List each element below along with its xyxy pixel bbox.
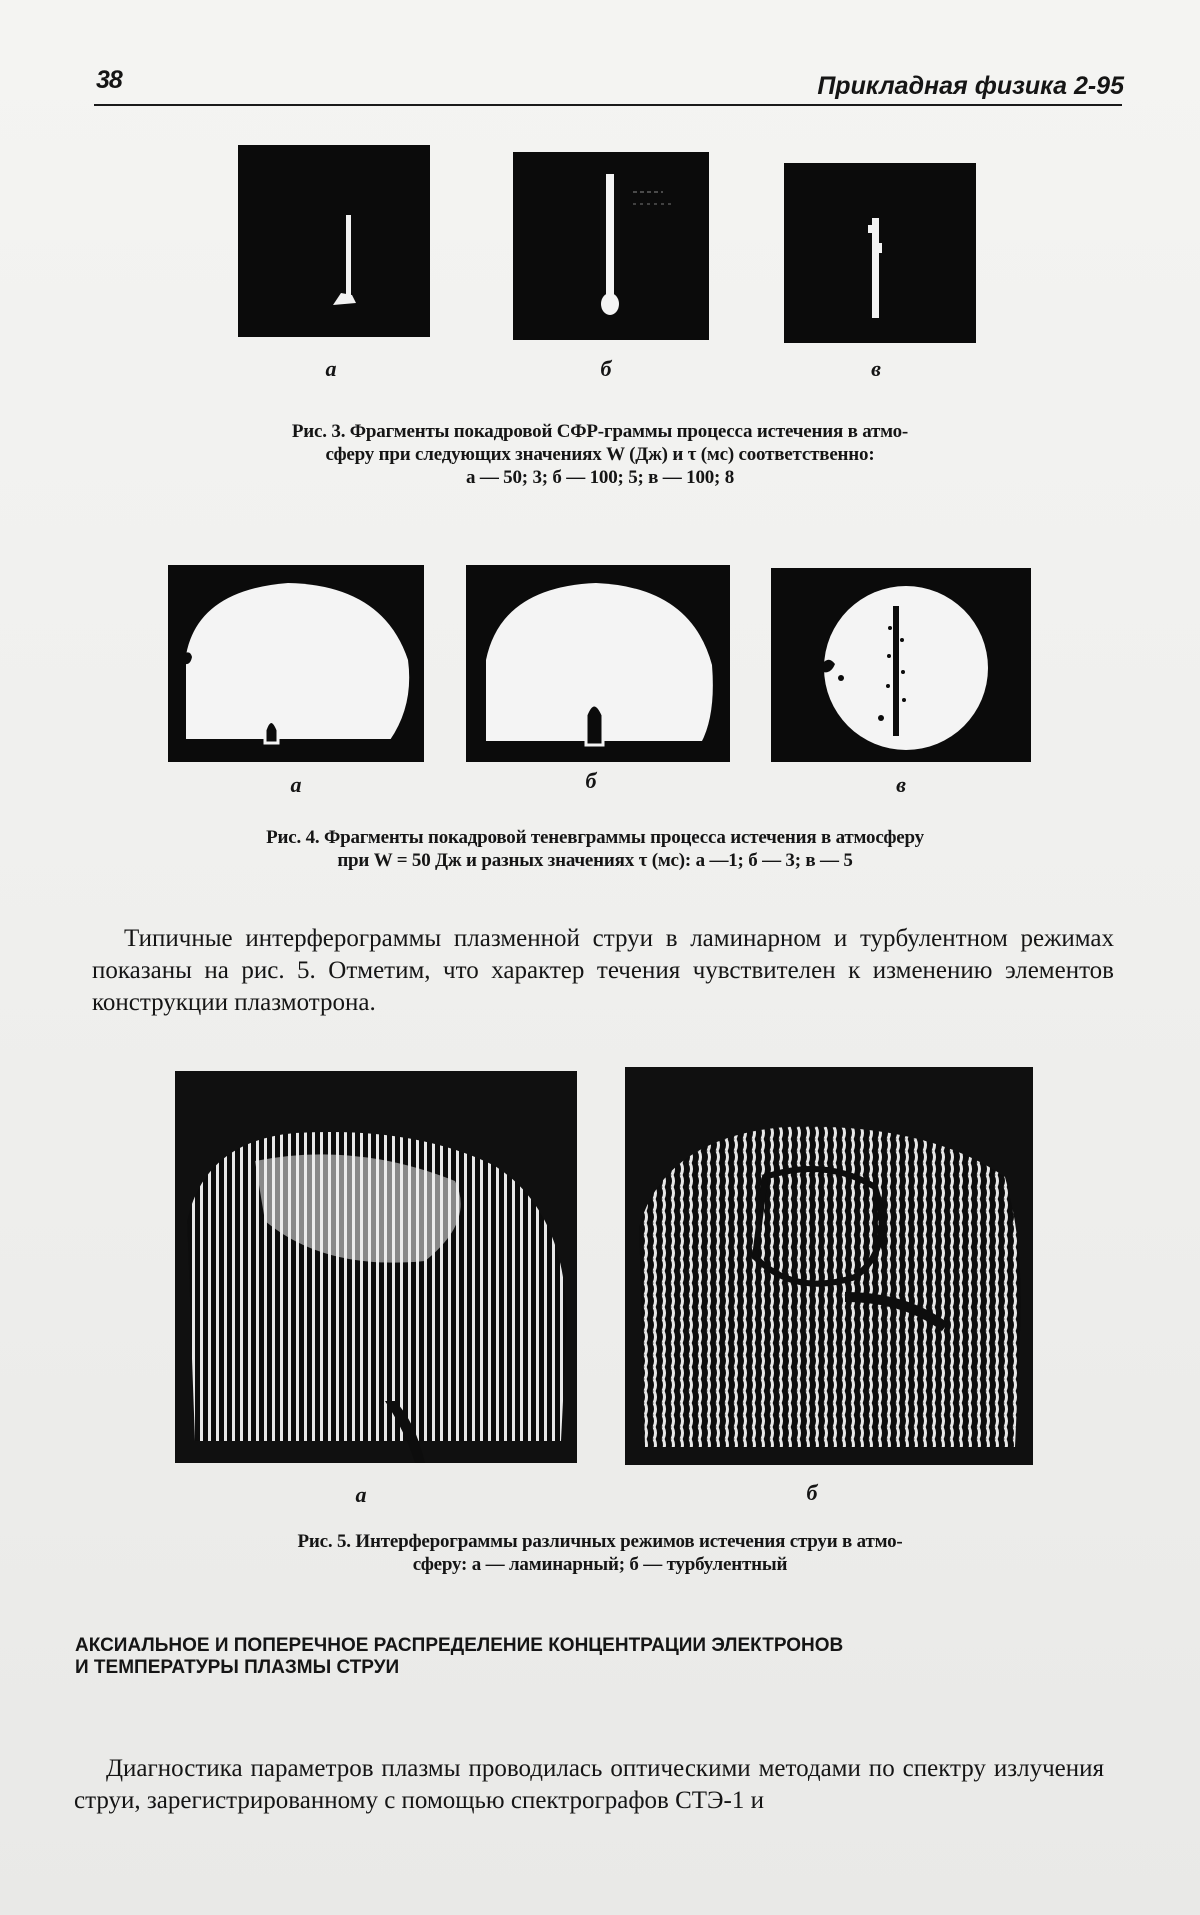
section-heading-line-2: И ТЕМПЕРАТУРЫ ПЛАЗМЫ СТРУИ	[75, 1657, 400, 1678]
fig4-photo-c	[771, 568, 1031, 762]
fig4-label-a: а	[290, 772, 302, 797]
fig4-caption-line-1: Рис. 4. Фрагменты покадровой теневграммы процесса истечения в атмосферу	[266, 827, 924, 848]
fig4-caption-line-2: при W = 50 Дж и разных значениях τ (мс): а —1; б — 3; в — 5	[337, 850, 853, 871]
section-heading-line-1: АКСИАЛЬНОЕ И ПОПЕРЕЧНОЕ РАСПРЕДЕЛЕНИЕ КОНЦЕНТРАЦИИ ЭЛЕКТРОНОВ	[75, 1635, 844, 1656]
fig5-caption	[205, 1530, 995, 1576]
fig5-photo-b	[625, 1067, 1033, 1465]
fig5-caption-line-2: сферу: а — ламинарный; б — турбулентный	[412, 1554, 788, 1575]
body-paragraph-2: Диагностика параметров плазмы проводилась оптическими методами по спектру излучения струи, зарегистрированному с помощью спектрографов СТЭ-1 и	[74, 1755, 1104, 1814]
fig3-caption-line-1: Рис. 3. Фрагменты покадровой СФР-граммы процесса истечения в атмо-	[291, 421, 909, 442]
fig4-caption	[190, 826, 1000, 872]
fig3-label-c: в	[871, 356, 881, 381]
fig4-photo-b	[466, 565, 730, 762]
fig3-caption	[200, 420, 1000, 489]
body-paragraph-1: Типичные интерферограммы плазменной струи в ламинарном и турбулентном режимах показаны на рис. 5. Отметим, что характер течения чувствителен к изменению элементов конструкции плазмотрона.	[92, 925, 1114, 1016]
fig4-label-c: в	[896, 772, 906, 797]
fig4-photo-a	[168, 565, 424, 762]
fig4-label-b: б	[585, 768, 597, 793]
page-number: 38	[96, 66, 122, 94]
fig3-photo-a	[238, 145, 430, 337]
fig3-photo-b	[513, 152, 709, 340]
fig3-photo-c	[784, 163, 976, 343]
fig5-label-a: а	[355, 1482, 367, 1507]
fig3-caption-line-3: а — 50; 3; б — 100; 5; в — 100; 8	[465, 467, 735, 488]
section-heading	[75, 1635, 955, 1679]
fig3-label-b: б	[600, 356, 612, 381]
header-rule	[94, 104, 1122, 106]
fig5-photo-a	[175, 1071, 577, 1463]
fig5-caption-line-1: Рис. 5. Интерферограммы различных режимов истечения струи в атмо-	[297, 1531, 903, 1552]
fig3-label-a: а	[325, 356, 337, 381]
fig5-label-b: б	[806, 1480, 818, 1505]
fig3-caption-line-2: сферу при следующих значениях W (Дж) и τ (мс) соответственно:	[325, 444, 875, 465]
journal-title: Прикладная физика 2-95	[817, 72, 1124, 100]
